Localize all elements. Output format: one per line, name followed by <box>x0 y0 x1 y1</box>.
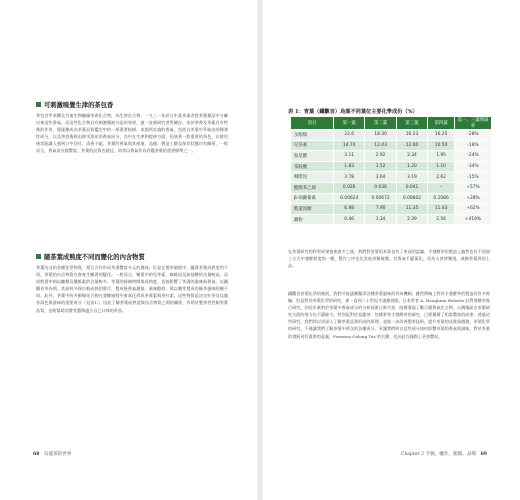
right-paragraph-research: 鐵觀音茶葉化學的進展，我們才能逐漸釐清各種茶葉風味的形成機制。雖然傳統上對於半發酵茶的製造有許多經驗，但是對於茶葉化學的研究，卻一直到二十世紀才逐漸展開。日本學者 A. Houghton Roberts 針對發酵茶進行研究，到近年來對於茶葉中香氣成分的分析技術日新月異，陸續發現了數百種香氣化合物。台灣地區在茶葉研究方面的努力也不遺餘力，特別是對於烏龍茶、包種茶等半發酵茶的研究，已經累積了相當豐富的成果。透過這些研究，我們得以更深入了解茶葉品質形成的原理，並進一步改善製茶技術，提升茶葉的品質與價值。茶葉化學的研究，不僅讓我們了解茶葉中所含的各種成分，更讓我們明白這些成分如何影響茶葉的香氣與滋味，對於茶業的發展具有重要的意義。Formosa Oolong Tea 的名聲，也因此在國際上更加響亮。 <box>288 291 490 339</box>
heading-marker-icon <box>36 254 41 259</box>
table-cell: – <box>428 182 455 193</box>
right-page <box>260 0 520 500</box>
table-cell: 1.95 <box>428 151 455 162</box>
table-cell: 6.98 <box>334 204 365 215</box>
table-cell: 0.036 <box>365 182 396 193</box>
table-cell: 10.50 <box>428 140 455 151</box>
table-cell: 2.92 <box>365 151 396 162</box>
section-paragraph-aroma: 茶包含甲苯酸及其他生物鹼綠茶香化合物，為生津化合物，一九三一年於台中某茶業者從茶葉樣品中分離出來這些香氣，而這些化合物具有刺激唾液分泌的效果，遂一直被研究者所關注。由於茶香及茶素具有特殊的作用，便逐漸成為茶葉品質鑑定中的一項重要指標。本節所討論的香氣，包括自茶葉中萃取出的揮發性成分，以及沖泡後經由熱水溶出的香氣成分，其中在生津和提神方面，扮演著一般重要的角色，在飲用後常能讓人感到口中回甘、清香不絕。茶葉的香氣與其產地、品種、製造工藝及保存狀態均有關係，一般而言，香氣成分越豐富，茶葉的品質也越佳，故常以香氣作為評鑑茶葉的重要標準之一。 <box>36 113 228 154</box>
table-cell: 12.00 <box>396 140 427 151</box>
section-paragraph-maturity: 茶葉內含的各種化學物質，相互合作形成茶湯豐富多元的風味，但是在製茶過程中，隨著茶葉成熟度的不同，茶葉的內含物質也會產生顯著的變化。一般而言，嫩葉中的兒茶素、咖啡因及胺基酸的含量較高，而成熟葉中則以醣類及纖維素的含量較多。茶葉的採摘時間與成熟度，直接影響了茶湯的滋味與香氣。以鐵觀音茶為例，其原料多採自較成熟的葉片，製成後香氣濃郁、滋味醇厚，與以嫩芽製成的綠茶風味明顯不同。此外，茶葉中的多酚類化合物在發酵過程中會氧化形成茶黃素與茶紅素，這些物質是決定紅茶及烏龍茶湯色與滋味的重要成分（見表1）。因此了解茶葉成熟度與內含物質之間的關係，有助於製茶者控制茶葉品質，也能幫助消費者選擇適合自己口味的茶品。 <box>36 265 228 313</box>
table-cell: -34% <box>455 161 492 172</box>
section-heading-aroma <box>36 100 113 109</box>
table-cell: 兒茶素 <box>291 140 334 151</box>
table-cell: 1.52 <box>365 161 396 172</box>
table-cell: +419% <box>455 214 492 225</box>
table-cell: 2.34 <box>396 151 427 162</box>
table-cell: -28% <box>455 130 492 141</box>
table-cell: 22.6 <box>334 130 365 141</box>
table-cell: 1.34 <box>365 214 396 225</box>
table-cell: 多酚類 <box>291 130 334 141</box>
chapter-title: 手腕、曬作、閣陽、品嚐 <box>425 452 477 457</box>
table-cell: 1.20 <box>396 161 427 172</box>
table-cell: 16.25 <box>428 130 455 141</box>
chapter-label: Chapter 2 <box>400 452 425 457</box>
table-cell: 0.00624 <box>334 193 365 204</box>
table-cell: 12.43 <box>365 140 396 151</box>
table-cell: 11.35 <box>396 204 427 215</box>
table-header-cell: 第二葉 <box>365 117 396 130</box>
table-cell: 酯醇苯乙烯 <box>291 182 334 193</box>
table-cell: 14.74 <box>334 140 365 151</box>
table-cell: +28% <box>455 193 492 204</box>
table-cell: 3.19 <box>396 172 427 183</box>
table-cell: 0.041 <box>396 182 427 193</box>
table-cell: 3.11 <box>334 151 365 162</box>
table-cell: 酯還原糖 <box>291 204 334 215</box>
table-cell: 16.23 <box>396 130 427 141</box>
table-header-cell: 第四葉 <box>428 117 455 130</box>
right-paragraph-intro: 在茶葉研究的科學成果愈來愈多之後，我們對茶葉的本質也有了更深的認識。半發酵茶的製造上雖然也有不同加工方式中發酵程度的一種，製作工序也比其他茶類複雜，其香氣千變萬化，更為人津津樂道，咸稱茶葉界的上品。 <box>288 249 490 269</box>
table-header-cell: 第三葉 <box>396 117 427 130</box>
table-cell: 澱粉 <box>291 214 334 225</box>
table-cell: +57% <box>455 182 492 193</box>
table-cell: 7.90 <box>365 204 396 215</box>
table-cell: 咖啡因 <box>291 172 334 183</box>
table-header-cell: 第一、三葉增減率 <box>455 117 492 130</box>
table-cell: 2.56 <box>428 214 455 225</box>
right-footer <box>401 451 490 457</box>
page-number: 69 <box>480 452 487 457</box>
table-cell: 1.10 <box>428 161 455 172</box>
page-number: 68 <box>33 452 40 457</box>
table-cell: 胺基酸 <box>291 151 334 162</box>
table-cell: 2.39 <box>396 214 427 225</box>
table-cell: 0.1086 <box>428 193 455 204</box>
table-cell: 11.43 <box>428 204 455 215</box>
table-title: 表 1：青葉（鐵觀音）烏葉不同葉位主要化學成份（%） <box>288 109 418 115</box>
table-cell: -24% <box>455 151 492 162</box>
table-header-cell: 項目 <box>291 117 334 130</box>
table-cell: 0.00672 <box>365 193 396 204</box>
section-heading-text: 隨茶葉成熟度不同而變化的內含物質 <box>44 254 145 261</box>
book-title: 烏龍茶的世界 <box>43 452 72 457</box>
left-footer <box>30 451 71 457</box>
table-cell: 0.00802 <box>396 193 427 204</box>
table-cell: 2.62 <box>428 172 455 183</box>
table-cell: 1.83 <box>334 161 365 172</box>
table-cell: +62% <box>455 204 492 215</box>
table-cell: 3.64 <box>365 172 396 183</box>
table-cell: 18.30 <box>365 130 396 141</box>
table-cell: -18% <box>455 140 492 151</box>
table-cell: β-胡蘿蔔素 <box>291 193 334 204</box>
table-header-cell: 第一葉 <box>334 117 365 130</box>
section-heading-maturity <box>36 252 145 261</box>
heading-marker-icon <box>36 102 41 107</box>
table-cell: 0.026 <box>334 182 365 193</box>
section-heading-text: 可刺激嗅覺生津的茶包香 <box>44 102 114 109</box>
table-cell: -15% <box>455 172 492 183</box>
table-cell: 3.78 <box>334 172 365 183</box>
table-cell: 茶胺酸 <box>291 161 334 172</box>
table-cell: 0.46 <box>334 214 365 225</box>
